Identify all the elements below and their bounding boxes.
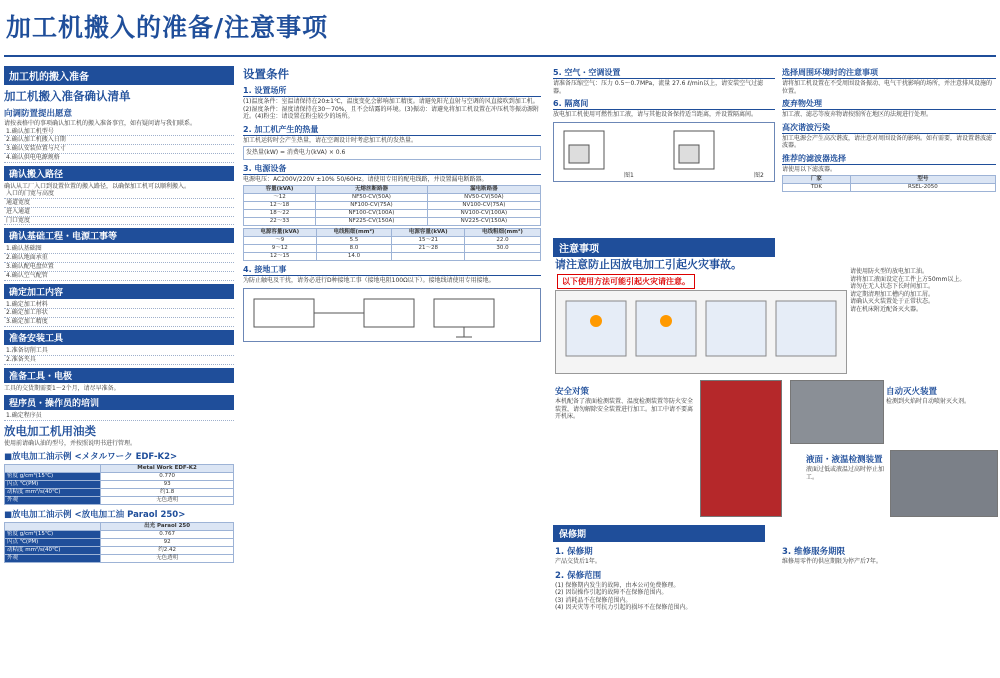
- table-cell: 14.0: [316, 253, 392, 261]
- base-title: 确认基础工程・电源工事等: [4, 228, 234, 243]
- service-period-block: [782, 542, 992, 566]
- page-title: 加工机搬入的准备/注意事项: [6, 13, 329, 42]
- warning-illustration-svg: [556, 291, 846, 373]
- table-header: 漏电断路器: [427, 186, 540, 194]
- t2-text: 加工液、滤芯等废弃物请按照所在地区的法规进行处理。: [782, 111, 933, 118]
- list-item: 1.确认基础图: [4, 245, 234, 254]
- bullet-item: 请定期清理加工槽内的加工屑。: [850, 290, 935, 298]
- diagram-machine-2: [679, 145, 699, 163]
- oil2-brand: 出光 Paraol 250: [101, 523, 234, 531]
- tools-title: 准备工具・电极: [4, 368, 234, 383]
- table-row: [244, 194, 541, 202]
- illustration-tank-2: [636, 301, 696, 356]
- illustration-tank-1: [566, 301, 626, 356]
- s4-title: 4. 接地工事: [243, 264, 541, 276]
- checklist-title: 向调防置提出愿意: [4, 109, 73, 119]
- program-list: [4, 412, 234, 421]
- list-item: 2.准备夹具: [4, 356, 234, 365]
- table-cell: NV100-CV(75A): [427, 202, 540, 210]
- bullet-item: 请使用防火型的放电加工油。: [850, 268, 929, 275]
- figure-label-2: 图2: [754, 171, 764, 179]
- auto-title: 自动灭火装置: [886, 387, 938, 397]
- table-cell: NF225-CV(150A): [316, 218, 428, 226]
- table-header: 容量(kVA): [244, 186, 316, 194]
- auto-text: 检测到火焰时自动喷射灭火剂。: [886, 398, 971, 405]
- list-item: 入口的门宽与高度: [4, 190, 234, 199]
- table-cell: 约2.42: [101, 547, 234, 555]
- list-item: 1.准备切削工具: [4, 347, 234, 356]
- oil-text: 使用前请确认油的型号，并按照说明书进行管理。: [4, 439, 137, 447]
- t1-text: 请将加工机设置在不受周围设备振动、电气干扰影响的场所，并注意排风设施的位置。: [782, 80, 993, 95]
- level-detect-block: [806, 450, 886, 481]
- table-row: [5, 539, 234, 547]
- install-title: 准备安装工具: [4, 330, 234, 345]
- oil1-table: [4, 464, 234, 505]
- table-cell: 12～18: [244, 202, 316, 210]
- auto-extinguisher-block: [886, 382, 996, 406]
- table-cell: 密度 g/cm³(15℃): [5, 531, 101, 539]
- warning-subtitle: 以下使用方法可能引起火灾请注意。: [557, 274, 695, 289]
- checklist-list-1: [4, 128, 234, 163]
- route-title: 确认搬入路径: [4, 166, 234, 181]
- m1-text: 产品交货后1年。: [555, 558, 601, 565]
- table-header: 电线粗细(mm²): [465, 229, 541, 237]
- program-title: 程序员・操作员的培训: [4, 395, 234, 410]
- safety-block: [555, 382, 695, 421]
- table-cell: 21～28: [392, 245, 465, 253]
- warning-bullets: [850, 268, 995, 313]
- table-cell: 密度 g/cm³(15℃): [5, 473, 101, 481]
- oil2-col-label: [5, 523, 101, 531]
- table-cell: 12～15: [244, 253, 317, 261]
- level-title: 液面・液温检测装置: [806, 455, 883, 465]
- list-item: 进入通道: [4, 208, 234, 217]
- table-row: [244, 218, 541, 226]
- column-environment: [782, 64, 996, 234]
- table-row: [244, 245, 541, 253]
- list-item: 3.确认安装位置与尺寸: [4, 145, 234, 154]
- table-cell: 0.767: [101, 531, 234, 539]
- grounding-diagram-svg: [244, 289, 540, 341]
- isolation-diagram-svg: [554, 123, 774, 181]
- t2-title: 废弃物处理: [782, 98, 996, 110]
- table-row: [5, 555, 234, 563]
- table-header: 厂家: [783, 176, 851, 184]
- table-header: 电线粗细(mm²): [316, 229, 392, 237]
- list-item: 1.确定加工材料: [4, 301, 234, 310]
- fire-title: 6. 隔离间: [553, 98, 775, 110]
- table-row: [5, 531, 234, 539]
- power-table: [243, 185, 541, 226]
- warning-head: 注意事项: [553, 238, 775, 257]
- table-row: [244, 210, 541, 218]
- table-cell: 92: [101, 539, 234, 547]
- list-item: 门口宽度: [4, 217, 234, 226]
- table-row: [5, 481, 234, 489]
- diagram-box-panel: [364, 299, 414, 327]
- heat-formula: 发热量(kW) = 消费电力(kVA) × 0.6: [243, 146, 541, 160]
- safety-title: 安全对策: [555, 387, 590, 397]
- table-cell: NV225-CV(150A): [427, 218, 540, 226]
- table-cell: NF100-CV(100A): [316, 210, 428, 218]
- checklist-heading: 加工机搬入准备确认清单: [4, 89, 131, 103]
- table-row: [5, 497, 234, 505]
- oil1-name: ■放电加工油示例 <メタルワーク EDF-K2>: [4, 452, 178, 463]
- table-cell: NV100-CV(100A): [427, 210, 540, 218]
- list-item: 3.确定加工精度: [4, 318, 234, 327]
- tools-text: 工具的交货期需要1～2个月，请尽早准备。: [4, 384, 120, 392]
- illustration-tank-3: [706, 301, 766, 356]
- m1-title: 1. 保修期: [555, 547, 593, 557]
- s1-text: (1)温度条件：室温请保持在20±1℃，温度变化会影响加工精度。请避免阳光直射与空调的风直接吹到加工机。(2)湿度条件：湿度请保持在30～70%，且不会结露的环境。(3)振动：请避免将加工机设置在冲压机等振动源附近。(4)粉尘：请设置在粉尘较少的场所。: [243, 98, 539, 120]
- install-list: [4, 347, 234, 365]
- list-item: 2.确认加工机搬入日期: [4, 136, 234, 145]
- table-cell: 5.5: [316, 237, 392, 245]
- t3-text: 加工电源会产生高次谐波，请注意对周围设备的影响。如有需要，请设置谐波滤波器。: [782, 134, 993, 149]
- table-row: [783, 184, 996, 192]
- s1-title: 1. 设置场所: [243, 85, 541, 97]
- warning-title: 请注意防止因放电加工引起火灾事故。: [555, 258, 742, 271]
- table-row: [5, 489, 234, 497]
- illustration-tank-4: [776, 301, 836, 356]
- table-cell: 动粘度 mm²/s(40℃): [5, 547, 101, 555]
- table-cell: NF100-CV(75A): [316, 202, 428, 210]
- section-bar-preparation: 加工机的搬入准备: [4, 66, 234, 85]
- table-cell: ～9: [244, 237, 317, 245]
- s4-text: 为防止触电及干扰，请务必进行D种接地工事（接地电阻100Ω以下）。接地线请使用专用接地。: [243, 277, 495, 284]
- table-cell: 外观: [5, 497, 101, 505]
- s2-text: 加工机运转时会产生热量，请在空调设计时考虑加工机的发热量。: [243, 136, 418, 144]
- warning-illustration: [555, 290, 847, 374]
- oil2-table: [4, 522, 234, 563]
- list-item: 1.确定程序员: [4, 412, 234, 421]
- air-title: 5. 空气・空调设置: [553, 67, 775, 79]
- table-cell: 闪点 ℃(PM): [5, 539, 101, 547]
- column-preparation: [4, 64, 234, 674]
- table-cell: TDK: [783, 184, 851, 192]
- fire-text: 放电加工机使用可燃性加工液，请与其他设备保持适当距离，并设置隔离间。: [553, 111, 758, 118]
- machine-photo: [700, 380, 782, 517]
- m2-item: (2) 因误操作引起的故障不在保修范围内。: [555, 589, 668, 596]
- table-cell: NF50-CV(50A): [316, 194, 428, 202]
- maintenance-block: [555, 542, 775, 612]
- maintenance-head: 保修期: [553, 525, 765, 542]
- m2-item: (1) 保修期内发生的故障，由本公司免费修理。: [555, 581, 680, 589]
- list-item: 4.确认供电电源规格: [4, 154, 234, 163]
- flame-icon: [660, 315, 672, 327]
- table-cell: [392, 253, 465, 261]
- list-item: 2.确定加工形状: [4, 309, 234, 318]
- bullet-item: 请将加工液面设定在工件上方50mm以上。: [850, 275, 966, 283]
- table-cell: NV50-CV(50A): [427, 194, 540, 202]
- t1-title: 选择周围环境时的注意事项: [782, 67, 996, 79]
- diagram-box-machine: [254, 299, 314, 327]
- table-cell: 18～22: [244, 210, 316, 218]
- air-text: 请准备压缩空气：压力 0.5～0.7MPa，流量 27.6 ℓ/min以上，请安装空气过滤器。: [553, 80, 764, 95]
- figure-label-1: 图1: [624, 171, 634, 179]
- list-item: 3.确认配电盘位置: [4, 263, 234, 272]
- diagram-machine: [569, 145, 589, 163]
- table-cell: RSEL-2050: [850, 184, 995, 192]
- table-cell: 约1.8: [101, 489, 234, 497]
- table-cell: 无色透明: [101, 497, 234, 505]
- m3-title: 3. 维修服务期限: [782, 547, 846, 557]
- route-list: [4, 190, 234, 225]
- base-list: [4, 245, 234, 280]
- table-cell: 0.770: [101, 473, 234, 481]
- table-row: [244, 202, 541, 210]
- m2-title: 2. 保修范围: [555, 570, 602, 581]
- table-header: 电源容量(kVA): [392, 229, 465, 237]
- list-item: 2.确认地面承重: [4, 254, 234, 263]
- m2-item: (4) 因天灾等不可抗力引起的损坏不在保修范围内。: [555, 604, 692, 611]
- table-cell: [465, 253, 541, 261]
- t4-title: 推荐的滤波器选择: [782, 153, 996, 165]
- column-conditions: [243, 64, 541, 674]
- oil1-col-label: [5, 465, 101, 473]
- table-cell: 93: [101, 481, 234, 489]
- isolation-diagram: [553, 122, 775, 182]
- s3-title: 3. 电源设备: [243, 163, 541, 175]
- filter-table: [782, 175, 996, 192]
- conditions-heading: 设置条件: [243, 67, 289, 81]
- confirm-title: 确定加工内容: [4, 284, 234, 299]
- table-cell: 动粘度 mm²/s(40℃): [5, 489, 101, 497]
- table-cell: 15～21: [392, 237, 465, 245]
- t4-text: 请使用以下滤波器。: [782, 165, 837, 173]
- table-cell: 9～12: [244, 245, 317, 253]
- bullet-item: 请确认灭火装置处于正常状态。: [850, 298, 935, 305]
- list-item: 1.确认加工机型号: [4, 128, 234, 137]
- title-rule: [4, 55, 996, 57]
- sensor-photo: [890, 450, 998, 517]
- table-cell: 8.0: [316, 245, 392, 253]
- bullet-item: 请在机床附近配备灭火器。: [850, 305, 923, 313]
- checklist-note: 请按表格中的事项确认加工机的搬入准备事宜，如有疑问请与我们联系。: [4, 120, 197, 127]
- oil1-brand: Metal Work EDF-K2: [101, 465, 234, 473]
- t3-title: 高次谐波污染: [782, 122, 996, 134]
- list-item: 通道宽度: [4, 199, 234, 208]
- table-header: 型号: [850, 176, 995, 184]
- extinguisher-photo: [790, 380, 884, 444]
- cable-table: [243, 228, 541, 261]
- table-cell: 30.0: [465, 245, 541, 253]
- table-header: 无熔丝断路器: [316, 186, 428, 194]
- route-text: 确认从工厂入口到设置位置的搬入路径，以确保加工机可以顺利搬入。: [4, 182, 191, 190]
- grounding-diagram: [243, 288, 541, 342]
- flame-icon: [590, 315, 602, 327]
- table-cell: 外观: [5, 555, 101, 563]
- safety-text: 本机配备了液面检测装置、温度检测装置等防火安全装置，请勿解除安全装置进行加工。加工中请不要离开机床。: [555, 398, 694, 420]
- table-row: [244, 237, 541, 245]
- table-row: [5, 547, 234, 555]
- table-row: [5, 473, 234, 481]
- list-item: 4.确认空气配管: [4, 272, 234, 281]
- table-cell: 22～33: [244, 218, 316, 226]
- m3-text: 维修用零件的供应期限为停产后7年。: [782, 558, 882, 565]
- level-text: 液面过低或液温过高时停止加工。: [806, 466, 885, 481]
- table-cell: 无色透明: [101, 555, 234, 563]
- table-cell: ～12: [244, 194, 316, 202]
- table-cell: 22.0: [465, 237, 541, 245]
- oil-heading: 放电加工机用油类: [4, 423, 96, 438]
- table-row: [244, 253, 541, 261]
- confirm-list: [4, 301, 234, 327]
- s3-text: 电源电压：AC200V/220V ±10% 50/60Hz。请使用专用的配电线路，并设置漏电断路器。: [243, 175, 488, 183]
- bullet-item: 请勿在无人状态下长时间加工。: [850, 283, 935, 290]
- s2-title: 2. 加工机产生的热量: [243, 124, 541, 136]
- oil2-name: ■放电加工油示例 <放电加工油 Paraol 250>: [4, 510, 186, 521]
- table-header: 电源容量(kVA): [244, 229, 317, 237]
- m2-item: (3) 消耗品不在保修范围内。: [555, 596, 632, 604]
- diagram-box-machine-2: [434, 299, 494, 327]
- table-cell: 闪点 ℃(PM): [5, 481, 101, 489]
